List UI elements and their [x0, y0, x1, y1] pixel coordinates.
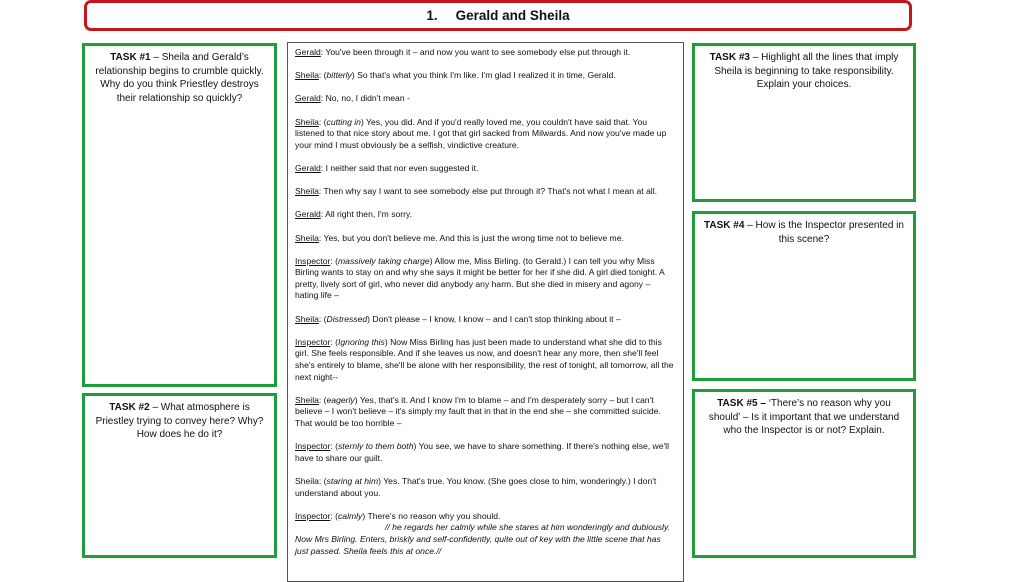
speaker-name: Gerald — [295, 93, 321, 104]
script-line — [295, 47, 676, 59]
task-1-box[interactable] — [82, 43, 277, 387]
title-text: Gerald and Sheila — [455, 8, 570, 23]
script-line: Sheila: (cutting in) Yes, you did. And if you'd really loved me, you couldn't have said that. You listened to that nice story about me. I got that girl sacked from Milwards. And now you've made up your mind I must obviously be a selfish, vindictive creature. — [295, 116, 667, 150]
stage-direction: eagerly — [326, 394, 355, 405]
stage-direction: staring at him — [326, 475, 379, 486]
script-line — [295, 209, 676, 221]
title-number: 1. — [426, 8, 438, 23]
script-line: Sheila: (bitterly) So that's what you think I'm like. I'm glad I realized it in time, Gerald. — [295, 70, 616, 81]
script-line — [295, 93, 676, 105]
task-3-box[interactable] — [692, 43, 916, 202]
task-1-label: TASK #1 — [110, 52, 151, 63]
line-text: : Then why say I want to see somebody else put through it? That's not what I mean at all. — [318, 186, 657, 197]
stage-direction: bitterly — [326, 70, 352, 81]
stage-direction: sternly to them both — [338, 441, 414, 452]
task-4-text: – How is the Inspector presented in this scene? — [744, 220, 904, 245]
line-text: ) There's no reason why you should. — [362, 510, 501, 521]
speaker-name: Sheila — [295, 232, 319, 243]
line-text: ) So that's what you think I'm like. I'm glad I realized it in time, Gerald. — [351, 70, 616, 81]
script-extract — [287, 42, 684, 582]
line-text: ) Now Miss Birling has just been made to understand what she did to this girl. She feels responsible. And if she leaves us now, and doesn't hear any more, then she'll feel she's entirely to blame, she'll be alone with her responsibility, the rest of tonight, all tomorrow, all the next night-- — [295, 336, 674, 382]
task-4-label: TASK #4 — [704, 220, 745, 231]
script-line: Inspector: (calmly) There's no reason why you should. // he regards her calmly while she stares at him wonderingly and dubiously. Now Mrs Birling. Enters, briskly and self-confidently, quite out of key with the little scene that has just passed. Sheila feels this at once.// — [295, 510, 671, 556]
task-2-label: TASK #2 — [109, 402, 150, 413]
line-text: : All right then, I'm sorry. — [320, 209, 413, 220]
stage-direction: massively taking charge — [338, 255, 430, 266]
task-3-text: – Highlight all the lines that imply Sheila is beginning to take responsibility. Explain your choices. — [714, 52, 899, 91]
task-5-text: ‘There’s no reason why you should’ – Is it important that we understand who the Inspector is or not? Explain. — [708, 398, 900, 437]
line-text: : Yes, but you don't believe me. And this is just the wrong time not to believe me. — [318, 232, 624, 243]
script-line: Sheila: (Distressed) Don't please – I know, I know – and I can't stop thinking about it – — [295, 313, 621, 324]
line-text: ) Yes. That's true. You know. (She goes close to him, wonderingly.) I don't understand about you. — [295, 475, 657, 498]
speaker-name: Sheila — [295, 313, 319, 324]
line-text: : No, no, I didn't mean - — [320, 93, 410, 104]
speaker-name: Sheila — [295, 186, 319, 197]
speaker-name: Gerald — [295, 47, 321, 57]
task-5-label: TASK #5 – — [717, 398, 766, 409]
task-2-box[interactable] — [82, 393, 277, 558]
line-text: : You've been through it – and now you want to see somebody else put through it. — [320, 47, 631, 57]
speaker-name: Gerald — [295, 162, 321, 173]
speaker-name: Inspector — [295, 336, 331, 347]
script-line — [295, 233, 676, 245]
stage-direction: calmly — [338, 510, 363, 521]
speaker-name: Sheila — [295, 394, 319, 405]
closing-stage-direction: // he regards her calmly while she stares at him wonderingly and dubiously. Now Mrs Birling. Enters, briskly and self-confidently, quite out of key with the little scene that has just passed. Sheila feels this at once.// — [295, 522, 671, 556]
page-title — [84, 0, 912, 31]
script-line: Sheila: (eagerly) Yes, that's it. And I know I'm to blame – and I'm desperately sorry – but I can't believe – I won't believe – it's simply my fault that in that in the end she – she committed suicide. That would be too horrible – — [295, 394, 661, 428]
script-line: Inspector: (Ignoring this) Now Miss Birling has just been made to understand what she did to this girl. She feels responsible. And if she leaves us now, and doesn't hear any more, then she'll feel she's entirely to blame, she'll be alone with her responsibility, the rest of tonight, all tomorrow, all the next night-- — [295, 336, 674, 382]
line-text: ) You see, we have to share something. If there's nothing else, we'll have to share our guilt. — [295, 441, 670, 463]
task-3-label: TASK #3 — [709, 52, 750, 63]
task-4-box[interactable] — [692, 211, 916, 381]
task-1-text: – Sheila and Gerald’s relationship begins to crumble quickly. Why do you think Priestley destroys their relationship so quickly? — [95, 52, 264, 104]
stage-direction: Ignoring this — [338, 336, 385, 347]
stage-direction: Distressed — [326, 313, 368, 324]
task-5-box[interactable] — [692, 389, 916, 558]
task-2-text: – What atmosphere is Priestley trying to convey here? Why? How does he do it? — [95, 402, 264, 441]
script-line: Inspector: (sternly to them both) You see, we have to share something. If there's nothing else, we'll have to share our guilt. — [295, 441, 670, 463]
speaker-name: Gerald — [295, 209, 321, 220]
line-text: : I neither said that nor even suggested it. — [320, 162, 479, 173]
line-text: ) Yes, you did. And if you'd really loved me, you couldn't have said that. You listened to that nice story about me. I got that girl sacked from Milwards. And now you've made up your mind I must obviously be a selfish, vindictive creature. — [295, 116, 667, 150]
speaker-name: Sheila — [295, 116, 319, 127]
speaker-name: Inspector — [295, 441, 331, 452]
stage-direction: cutting in — [326, 116, 361, 127]
script-line: Inspector: (massively taking charge) Allow me, Miss Birling. (to Gerald.) I can tell you why Miss Birling wants to stay on and why she says it might be better for her if she did. A girl died tonight. A pretty, lively sort of girl, who never did anybody any harm. But she died in misery and agony – hating life – — [295, 255, 665, 301]
speaker-name: Sheila — [295, 475, 319, 486]
line-text: ) Allow me, Miss Birling. (to Gerald.) I can tell you why Miss Birling wants to stay on and why she says it might be better for her if she did. A girl died tonight. A pretty, lively sort of girl, who never did anybody any harm. But she died in misery and agony – hating life – — [295, 255, 665, 301]
line-text: ) Yes, that's it. And I know I'm to blame – and I'm desperately sorry – but I can't believe – I won't believe – it's simply my fault that in that in the end she – she committed suicide. That would be too horrible – — [295, 394, 661, 428]
script-line — [295, 163, 676, 175]
line-text: ) Don't please – I know, I know – and I can't stop thinking about it – — [367, 313, 621, 324]
speaker-name: Inspector — [295, 510, 331, 521]
speaker-name: Inspector — [295, 255, 331, 266]
speaker-name: Sheila — [295, 70, 319, 81]
script-line — [295, 186, 676, 198]
script-line: Sheila: (staring at him) Yes. That's true. You know. (She goes close to him, wonderingly.) I don't understand about you. — [295, 475, 657, 498]
